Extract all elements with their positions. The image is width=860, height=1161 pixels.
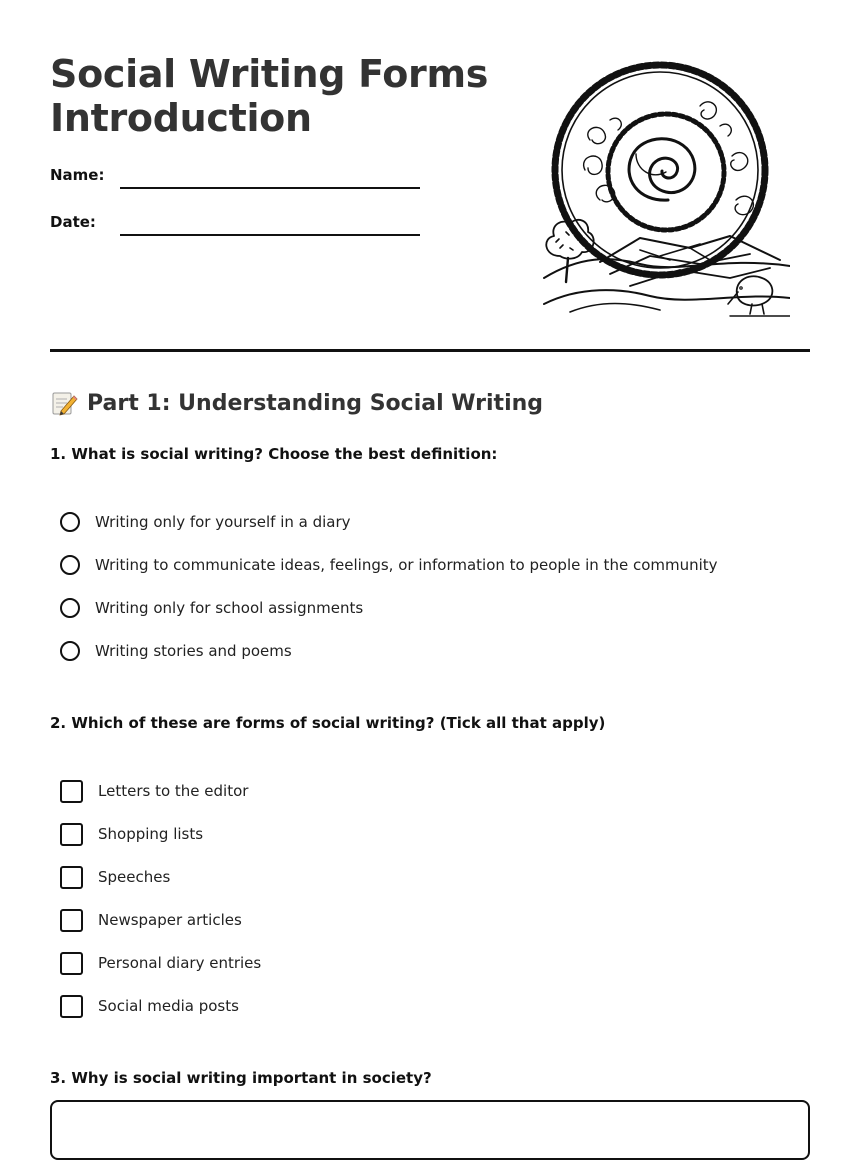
radio-button[interactable] <box>60 641 80 661</box>
name-label: Name: <box>50 166 105 184</box>
option-label: Writing only for yourself in a diary <box>95 513 351 531</box>
worksheet-title <box>50 52 488 140</box>
checkbox[interactable] <box>60 909 83 932</box>
checkbox[interactable] <box>60 866 83 889</box>
title-line-1: Social Writing Forms <box>50 52 489 96</box>
question-2-option[interactable] <box>60 821 203 847</box>
date-label: Date: <box>50 213 96 231</box>
section-divider <box>50 349 810 352</box>
question-1-option[interactable] <box>60 638 292 664</box>
option-label: Personal diary entries <box>98 954 262 972</box>
question-3-answer-box[interactable] <box>50 1100 810 1160</box>
option-label: Social media posts <box>98 997 239 1015</box>
radio-button[interactable] <box>60 555 80 575</box>
checkbox[interactable] <box>60 823 83 846</box>
question-2-option[interactable] <box>60 993 239 1019</box>
koru-spiral-landscape-with-kiwi-illustration <box>540 60 790 320</box>
question-2-option[interactable] <box>60 950 261 976</box>
title-line-2: Introduction <box>50 96 312 140</box>
memo-pencil-icon <box>50 389 78 417</box>
option-label: Writing only for school assignments <box>95 599 364 617</box>
question-2-option[interactable] <box>60 907 242 933</box>
radio-button[interactable] <box>60 598 80 618</box>
option-label: Letters to the editor <box>98 782 249 800</box>
radio-button[interactable] <box>60 512 80 532</box>
question-3-text: 3. Why is social writing important in society? <box>50 1069 432 1087</box>
checkbox[interactable] <box>60 995 83 1018</box>
option-label: Speeches <box>98 868 171 886</box>
question-1-text: 1. What is social writing? Choose the best definition: <box>50 445 498 463</box>
question-2-option[interactable] <box>60 864 170 890</box>
question-1-option[interactable] <box>60 595 363 621</box>
question-1-option[interactable] <box>60 552 718 578</box>
part-1-heading-text: Part 1: Understanding Social Writing <box>87 390 544 416</box>
question-2-option[interactable] <box>60 778 248 804</box>
question-1-option[interactable] <box>60 509 351 535</box>
question-2-text: 2. Which of these are forms of social writing? (Tick all that apply) <box>50 714 606 732</box>
part-1-heading <box>50 389 543 417</box>
option-label: Writing to communicate ideas, feelings, or information to people in the community <box>95 556 718 574</box>
checkbox[interactable] <box>60 952 83 975</box>
name-field[interactable] <box>120 187 420 189</box>
option-label: Writing stories and poems <box>95 642 292 660</box>
date-field[interactable] <box>120 234 420 236</box>
checkbox[interactable] <box>60 780 83 803</box>
option-label: Shopping lists <box>98 825 204 843</box>
option-label: Newspaper articles <box>98 911 242 929</box>
